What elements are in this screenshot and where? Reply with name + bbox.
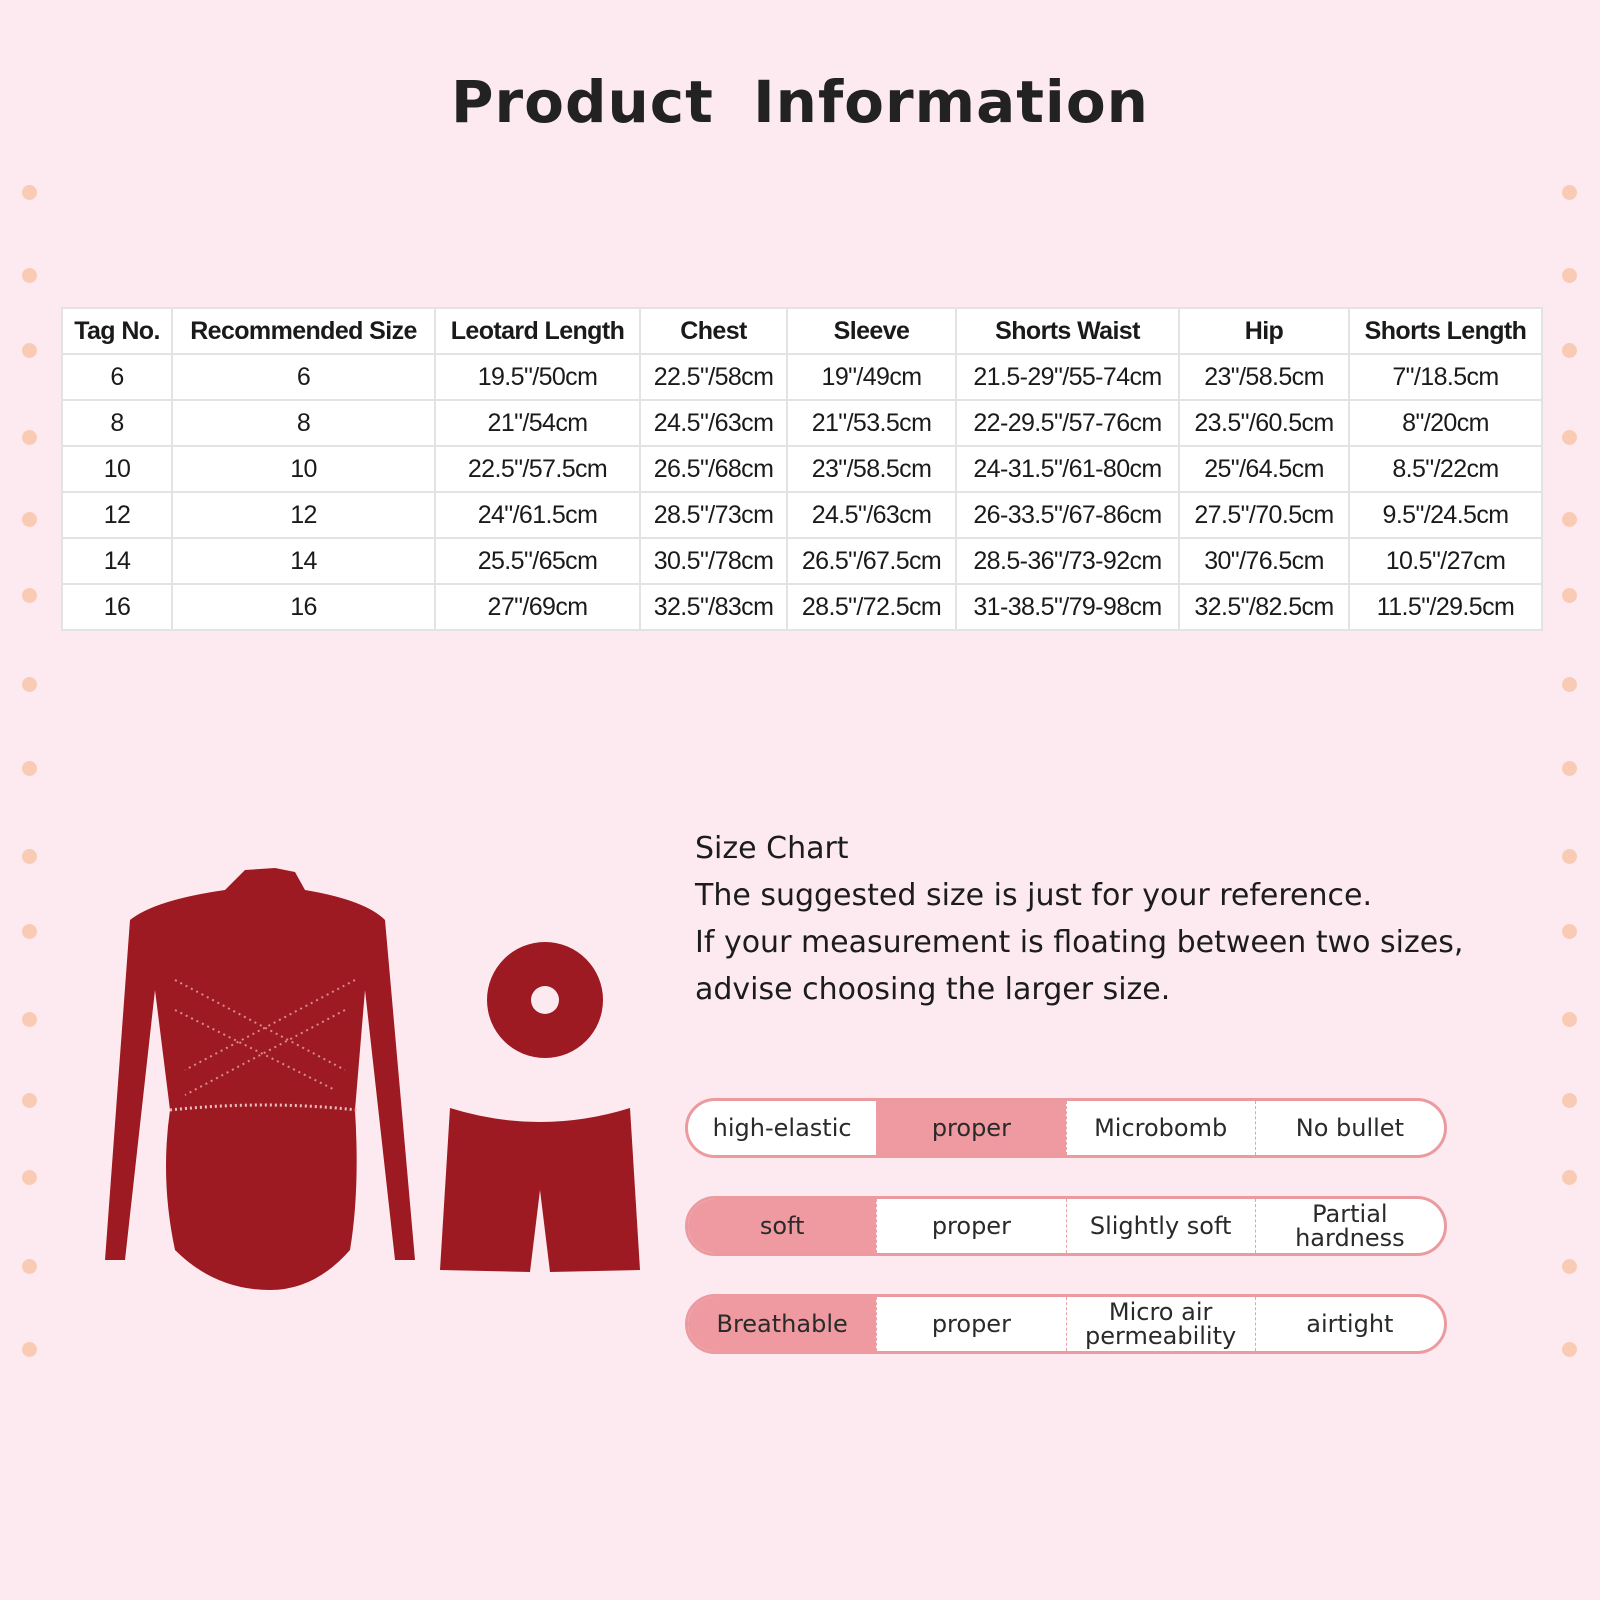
feature-segment: proper (876, 1199, 1065, 1253)
table-cell: 16 (62, 584, 172, 630)
dot (1562, 268, 1577, 283)
column-header: Tag No. (62, 308, 172, 354)
table-cell: 10 (172, 446, 435, 492)
dot (22, 1012, 37, 1027)
size-chart-note (695, 825, 1463, 1013)
table-row (62, 400, 1542, 446)
table-cell: 32.5"/82.5cm (1179, 584, 1349, 630)
table-cell: 21"/53.5cm (787, 400, 956, 446)
size-chart-table (61, 307, 1543, 631)
dot (1562, 761, 1577, 776)
table-header-row (62, 308, 1542, 354)
dot (22, 849, 37, 864)
table-cell: 8"/20cm (1349, 400, 1542, 446)
column-header: Recommended Size (172, 308, 435, 354)
column-header: Hip (1179, 308, 1349, 354)
dot (1562, 430, 1577, 445)
dot (1562, 677, 1577, 692)
table-cell: 6 (62, 354, 172, 400)
table-cell: 28.5"/72.5cm (787, 584, 956, 630)
table-cell: 24.5"/63cm (640, 400, 787, 446)
table-cell: 28.5"/73cm (640, 492, 787, 538)
table-cell: 12 (172, 492, 435, 538)
feature-segment: Partial hardness (1255, 1199, 1444, 1253)
dot (22, 185, 37, 200)
shorts-image (440, 1108, 640, 1272)
dot (22, 1259, 37, 1274)
dot (22, 268, 37, 283)
table-cell: 23"/58.5cm (1179, 354, 1349, 400)
column-header: Shorts Waist (956, 308, 1179, 354)
feature-scale (685, 1196, 1447, 1256)
feature-segment-selected: soft (688, 1199, 876, 1253)
note-line: The suggested size is just for your reference. (695, 878, 1372, 913)
table-cell: 19.5"/50cm (435, 354, 640, 400)
dot (22, 1093, 37, 1108)
table-row (62, 354, 1542, 400)
scrunchie-image (487, 942, 603, 1058)
table-cell: 7"/18.5cm (1349, 354, 1542, 400)
feature-segment-selected: proper (876, 1101, 1065, 1155)
dot (22, 677, 37, 692)
table-cell: 10 (62, 446, 172, 492)
column-header: Shorts Length (1349, 308, 1542, 354)
table-cell: 12 (62, 492, 172, 538)
column-header: Sleeve (787, 308, 956, 354)
table-cell: 24-31.5"/61-80cm (956, 446, 1179, 492)
feature-segment: Micro air permeability (1066, 1297, 1255, 1351)
table-cell: 31-38.5"/79-98cm (956, 584, 1179, 630)
table-row (62, 492, 1542, 538)
table-cell: 22.5"/57.5cm (435, 446, 640, 492)
table-cell: 14 (62, 538, 172, 584)
table-cell: 26-33.5"/67-86cm (956, 492, 1179, 538)
page-title: Product Information (451, 68, 1149, 136)
dot (22, 430, 37, 445)
dot (1562, 1170, 1577, 1185)
note-heading: Size Chart (695, 831, 849, 866)
dot (1562, 849, 1577, 864)
table-cell: 6 (172, 354, 435, 400)
product-images (95, 860, 655, 1310)
dot (22, 588, 37, 603)
dot (1562, 1342, 1577, 1357)
note-line: If your measurement is floating between two sizes, (695, 925, 1464, 960)
table-row (62, 446, 1542, 492)
table-row (62, 538, 1542, 584)
table-cell: 24"/61.5cm (435, 492, 640, 538)
table-cell: 16 (172, 584, 435, 630)
table-cell: 22.5"/58cm (640, 354, 787, 400)
dot (1562, 1012, 1577, 1027)
dot (1562, 588, 1577, 603)
dot (22, 761, 37, 776)
dot (1562, 512, 1577, 527)
feature-segment: Microbomb (1066, 1101, 1255, 1155)
column-header: Chest (640, 308, 787, 354)
table-cell: 24.5"/63cm (787, 492, 956, 538)
table-cell: 28.5-36"/73-92cm (956, 538, 1179, 584)
note-line: advise choosing the larger size. (695, 972, 1171, 1007)
feature-scale (685, 1294, 1447, 1354)
table-cell: 19"/49cm (787, 354, 956, 400)
dot (1562, 1093, 1577, 1108)
table-cell: 27.5"/70.5cm (1179, 492, 1349, 538)
leotard-image (105, 868, 415, 1290)
table-cell: 25"/64.5cm (1179, 446, 1349, 492)
table-cell: 8 (62, 400, 172, 446)
table-cell: 27"/69cm (435, 584, 640, 630)
feature-segment: Slightly soft (1066, 1199, 1255, 1253)
dot (1562, 1259, 1577, 1274)
table-cell: 21.5-29"/55-74cm (956, 354, 1179, 400)
table-cell: 23"/58.5cm (787, 446, 956, 492)
table-cell: 30"/76.5cm (1179, 538, 1349, 584)
column-header: Leotard Length (435, 308, 640, 354)
table-cell: 30.5"/78cm (640, 538, 787, 584)
dot (22, 1342, 37, 1357)
table-cell: 11.5"/29.5cm (1349, 584, 1542, 630)
table-row (62, 584, 1542, 630)
table-cell: 23.5"/60.5cm (1179, 400, 1349, 446)
feature-segment: proper (876, 1297, 1065, 1351)
table-cell: 26.5"/68cm (640, 446, 787, 492)
table-cell: 14 (172, 538, 435, 584)
dot (1562, 343, 1577, 358)
table-cell: 10.5"/27cm (1349, 538, 1542, 584)
table-cell: 8.5"/22cm (1349, 446, 1542, 492)
table-cell: 22-29.5"/57-76cm (956, 400, 1179, 446)
feature-segment: airtight (1255, 1297, 1444, 1351)
table-cell: 8 (172, 400, 435, 446)
feature-scale (685, 1098, 1447, 1158)
feature-segment: high-elastic (712, 1114, 852, 1142)
dot (1562, 185, 1577, 200)
dot (22, 1170, 37, 1185)
table-cell: 26.5"/67.5cm (787, 538, 956, 584)
table-cell: 9.5"/24.5cm (1349, 492, 1542, 538)
table-cell: 25.5"/65cm (435, 538, 640, 584)
dot (22, 924, 37, 939)
feature-segment-selected: Breathable (688, 1297, 876, 1351)
table-cell: 21"/54cm (435, 400, 640, 446)
dot (22, 512, 37, 527)
dot (22, 343, 37, 358)
table-cell: 32.5"/83cm (640, 584, 787, 630)
feature-segment: No bullet (1255, 1101, 1444, 1155)
dot (1562, 924, 1577, 939)
